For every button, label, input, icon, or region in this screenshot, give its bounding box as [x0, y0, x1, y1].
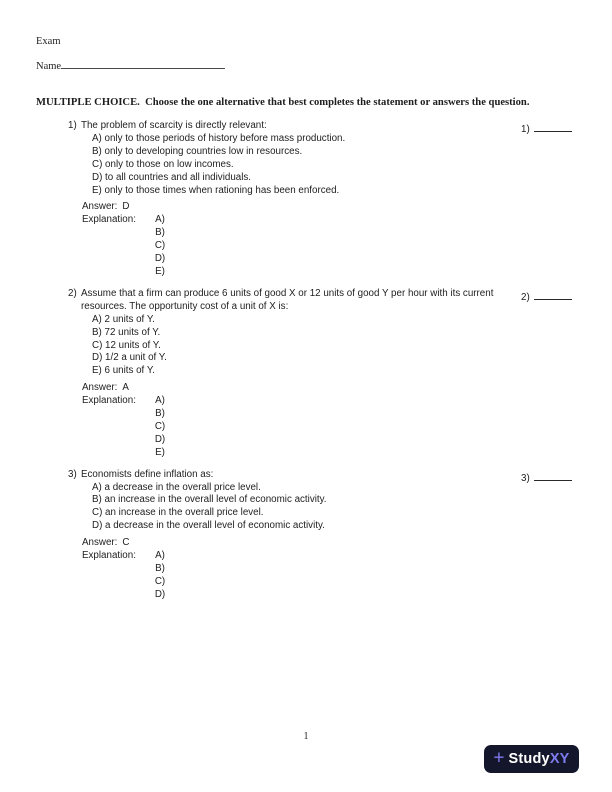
answer-line [68, 201, 518, 214]
option-line: A) 2 units of Y. [92, 313, 155, 325]
question-text: The problem of scarcity is directly relevant: [81, 120, 267, 131]
option-line: D) a decrease in the overall level of economic activity. [92, 520, 325, 532]
options-list [68, 133, 518, 198]
answer-ref-number: 3) [521, 472, 530, 484]
explanation-items [150, 214, 170, 279]
question-number: 2) [68, 287, 77, 299]
explanation-item: B) [155, 408, 165, 420]
explanation-item: B) [155, 227, 165, 239]
answer-label: Answer: [82, 201, 118, 213]
studyxy-watermark [484, 745, 579, 773]
explanation-item: D) [154, 433, 166, 445]
explanation-item: A) [155, 550, 165, 562]
question-block-3 [36, 469, 576, 602]
question-number: 1) [68, 120, 77, 131]
explanation-item: D) [154, 588, 166, 600]
plus-icon: + [493, 747, 505, 768]
question-block-1 [36, 120, 576, 279]
answer-blank-line [534, 122, 572, 132]
option-line: A) only to those periods of history before mass production. [92, 132, 346, 144]
name-blank-line [61, 58, 225, 69]
option-line: B) only to developing countries low in resources. [92, 145, 303, 157]
brand-xy: XY [549, 751, 570, 767]
explanation-label: Explanation: [82, 395, 136, 407]
option-line: C) an increase in the overall price level. [92, 507, 264, 519]
explanation-item: D) [154, 253, 166, 265]
answer-ref-number: 2) [521, 291, 530, 303]
explanation-items [150, 550, 170, 602]
explanation-item: C) [154, 575, 166, 587]
answer-ref-number: 1) [521, 124, 530, 135]
option-line: C) only to those on low incomes. [92, 158, 234, 170]
explanation-row [68, 395, 518, 460]
question-block-2 [36, 288, 576, 460]
page-number: 1 [303, 731, 309, 742]
explanation-item: A) [155, 395, 165, 407]
answer-value: C [122, 537, 130, 549]
answer-line [68, 382, 518, 395]
explanation-item: A) [155, 214, 165, 226]
question-text: Assume that a firm can produce 6 units of good X or 12 units of good Y per hour with its current resources. The opportunity cost of a unit of X is: [81, 287, 494, 312]
explanation-item: C) [154, 240, 166, 252]
explanation-label: Explanation: [82, 550, 136, 562]
option-line: D) to all countries and all individuals. [92, 171, 252, 183]
explanation-row [68, 550, 518, 602]
option-line: A) a decrease in the overall price level. [92, 481, 261, 493]
explanation-item: C) [154, 420, 166, 432]
option-line: E) 6 units of Y. [92, 365, 155, 377]
explanation-item: B) [155, 563, 165, 574]
answer-ref [518, 122, 576, 137]
answer-label: Answer: [82, 537, 118, 549]
answer-blank-line [534, 290, 572, 300]
explanation-item: E) [155, 446, 165, 458]
exam-title: Exam [36, 36, 61, 47]
question-text: Economists define inflation as: [81, 468, 214, 480]
options-list [68, 314, 518, 379]
explanation-item: E) [155, 265, 165, 277]
answer-line [68, 537, 518, 550]
answer-ref [518, 471, 576, 486]
brand-study: Study [508, 751, 550, 767]
question-number: 3) [68, 468, 77, 480]
name-label: Name [36, 61, 62, 72]
answer-ref [518, 290, 576, 305]
option-line: C) 12 units of Y. [92, 339, 161, 351]
option-line: E) only to those times when rationing has been enforced. [92, 184, 340, 196]
instructions-heading: MULTIPLE CHOICE. Choose the one alternative that best completes the statement or answers the question. [36, 97, 530, 108]
option-line: B) an increase in the overall level of economic activity. [92, 494, 327, 506]
answer-blank-line [534, 471, 572, 481]
option-line: B) 72 units of Y. [92, 326, 161, 338]
explanation-items [150, 395, 170, 460]
explanation-label: Explanation: [82, 214, 136, 226]
explanation-row [68, 214, 518, 279]
name-row [36, 58, 576, 73]
option-line: D) 1/2 a unit of Y. [92, 352, 167, 364]
document-content [36, 36, 576, 602]
options-list [68, 482, 518, 534]
answer-value: D [122, 201, 130, 213]
answer-label: Answer: [82, 382, 118, 394]
answer-value: A [122, 382, 129, 394]
